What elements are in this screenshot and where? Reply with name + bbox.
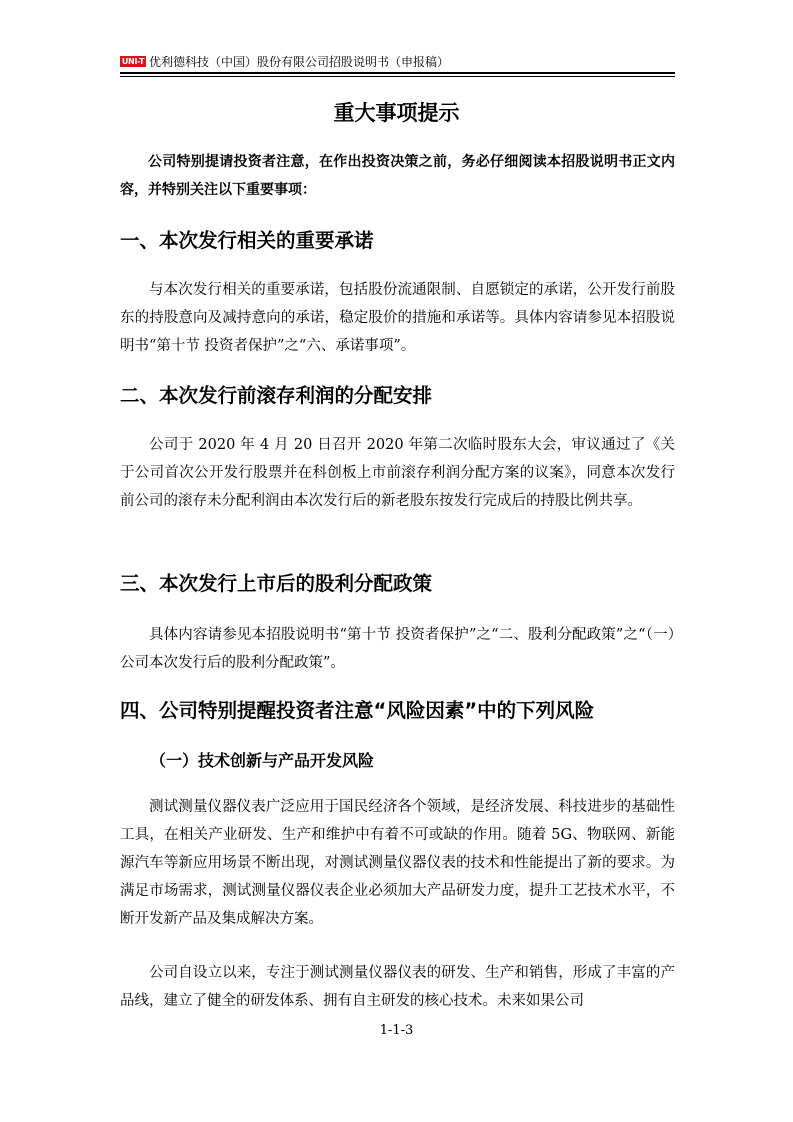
page-title: 重大事项提示 — [333, 101, 460, 125]
section1-heading: 一、本次发行相关的重要承诺 — [120, 229, 374, 252]
section4-heading: 四、公司特别提醒投资者注意“风险因素”中的下列风险 — [120, 699, 595, 722]
company-logo: UNI-T — [121, 57, 145, 66]
section1-body: 与本次发行相关的重要承诺，包括股份流通限制、自愿锁定的承诺，公开发行前股东的持股意向及减持意向的承诺，稳定股价的措施和承诺等。具体内容请参见本招股说明书“第十节 投资者保护”之“六、承诺事项”。 — [120, 282, 675, 354]
section2-body: 公司于 2020 年 4 月 20 日召开 2020 年第二次临时股东大会，审议通过了《关于公司首次公开发行股票并在科创板上市前滚存利润分配方案的议案》，同意本次发行前公司的滚存未分配利润由本次发行后的新老股东按发行完成后的持股比例共享。 — [120, 437, 675, 509]
header-rule-thin — [120, 76, 675, 77]
page-number: 1-1-3 — [379, 1023, 414, 1038]
section3-heading: 三、本次发行上市后的股利分配政策 — [120, 572, 433, 595]
header-title: 优利德科技（中国）股份有限公司招股说明书（申报稿） — [149, 55, 450, 69]
header-rule-thick — [120, 72, 675, 74]
subsection1-heading: （一）技术创新与产品开发风险 — [150, 751, 375, 770]
subsection1-paragraph2: 公司自设立以来，专注于测试测量仪器仪表的研发、生产和销售，形成了丰富的产品线，建立了健全的研发体系、拥有自主研发的核心技术。未来如果公司 — [120, 965, 675, 1009]
section2-heading: 二、本次发行前滚存利润的分配安排 — [120, 384, 433, 407]
section3-body: 具体内容请参见本招股说明书“第十节 投资者保护”之“二、股利分配政策”之“（一）公司本次发行后的股利分配政策”。 — [120, 627, 675, 671]
page-header — [120, 53, 675, 73]
subsection1-paragraph1: 测试测量仪器仪表广泛应用于国民经济各个领域，是经济发展、科技进步的基础性工具，在相关产业研发、生产和维护中有着不可或缺的作用。随着 5G、物联网、新能源汽车等新应用场景不断出现，对测试测量仪器仪表的技术和性能提出了新的要求。为满足市场需求，测试测量仪器仪表企业必须加大产品研发力度，提升工艺技术水平，不断开发新产品及集成解决方案。 — [120, 799, 675, 927]
intro-paragraph: 公司特别提请投资者注意，在作出投资决策之前，务必仔细阅读本招股说明书正文内容，并特别关注以下重要事项： — [120, 154, 675, 198]
